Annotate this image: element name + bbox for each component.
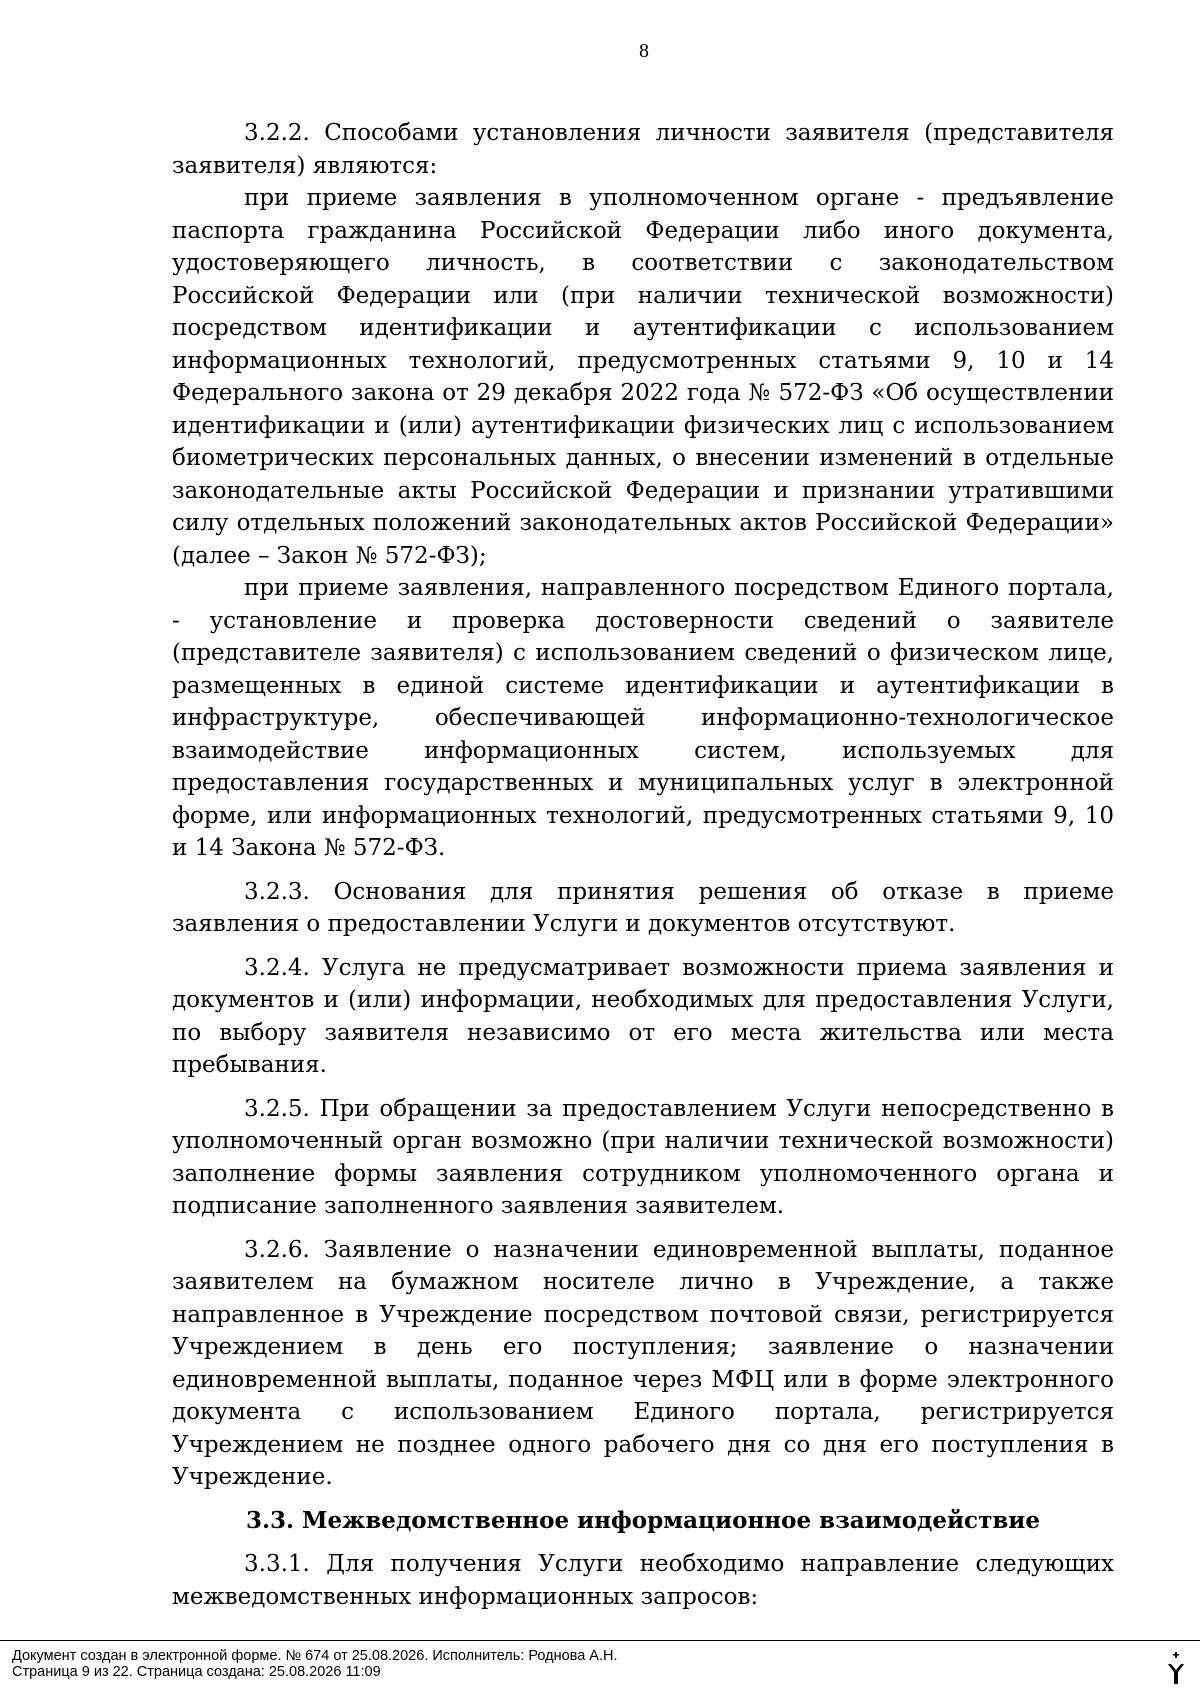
document-body: [172, 117, 1114, 1613]
paragraph-3-2-2-passport: при приеме заявления в уполномоченном органе - предъявление паспорта гражданина Российской Федерации либо иного документа, удостоверяющего личность, в соответствии с законодательством Российской Федерации или (при наличии технической возможности) посредством идентификации и аутентификации с использованием информационных технологий, предусмотренных статьями 9, 10 и 14 Федерального закона от 29 декабря 2022 года № 572-ФЗ «Об осуществлении идентификации и (или) аутентификации физических лиц с использованием биометрических персональных данных, о внесении изменений в отдельные законодательные акты Российской Федерации и признании утратившими силу отдельных положений законодательных актов Российской Федерации» (далее – Закон № 572-ФЗ);: [172, 185, 1114, 569]
paragraph-3-2-6: 3.2.6. Заявление о назначении единовременной выплаты, поданное заявителем на бумажном носителе лично в Учреждение, а также направленное в Учреждение посредством почтовой связи, регистрируется Учреждением в день его поступления; заявление о назначении единовременной выплаты, поданное через МФЦ или в форме электронного документа с использованием Единого портала, регистрируется Учреждением не позднее одного рабочего дня со дня его поступления в Учреждение.: [172, 1236, 1114, 1490]
page-number: 8: [639, 40, 649, 62]
paragraph-3-2-5: 3.2.5. При обращении за предоставлением Услуги непосредственно в уполномоченный орган возможно (при наличии технической возможности) заполнение формы заявления сотрудником уполномоченного органа и подписание заполненного заявления заявителем.: [172, 1095, 1114, 1219]
footer-line-document-info: Документ создан в электронной форме. № 674 от 25.08.2026. Исполнитель: Роднова А.Н.: [12, 1648, 618, 1664]
paragraph-3-2-4: 3.2.4. Услуга не предусматривает возможности приема заявления и документов и (или) информации, необходимых для предоставления Услуги, по выбору заявителя независимо от его места жительства или места пребывания.: [172, 954, 1114, 1078]
footer-line-page-info: Страница 9 из 22. Страница создана: 25.08.2026 11:09: [12, 1664, 381, 1680]
paragraph-3-2-3: 3.2.3. Основания для принятия решения об отказе в приеме заявления о предоставлении Услуги и документов отсутствуют.: [172, 878, 1114, 937]
paragraph-3-3-1: 3.3.1. Для получения Услуги необходимо направление следующих межведомственных информационных запросов:: [172, 1551, 1114, 1610]
paragraph-3-2-2-portal: при приеме заявления, направленного посредством Единого портала, - установление и проверка достоверности сведений о заявителе (представителе заявителя) с использованием сведений о физическом лице, размещенных в единой системе идентификации и аутентификации в инфраструктуре, обеспечивающей информационно-технологическое взаимодействие информационных систем, используемых для предоставления государственных и муниципальных услуг в электронной форме, или информационных технологий, предусмотренных статьями 9, 10 и 14 Закона № 572-ФЗ.: [172, 575, 1114, 861]
footer-divider: [0, 1640, 1200, 1641]
coat-of-arms-icon: [1164, 1650, 1188, 1690]
section-heading-3-3: 3.3. Межведомственное информационное взаимодействие: [245, 1506, 1040, 1534]
document-footer: [12, 1648, 618, 1680]
paragraph-3-2-2: 3.2.2. Способами установления личности заявителя (представителя заявителя) являются:: [172, 120, 1114, 179]
